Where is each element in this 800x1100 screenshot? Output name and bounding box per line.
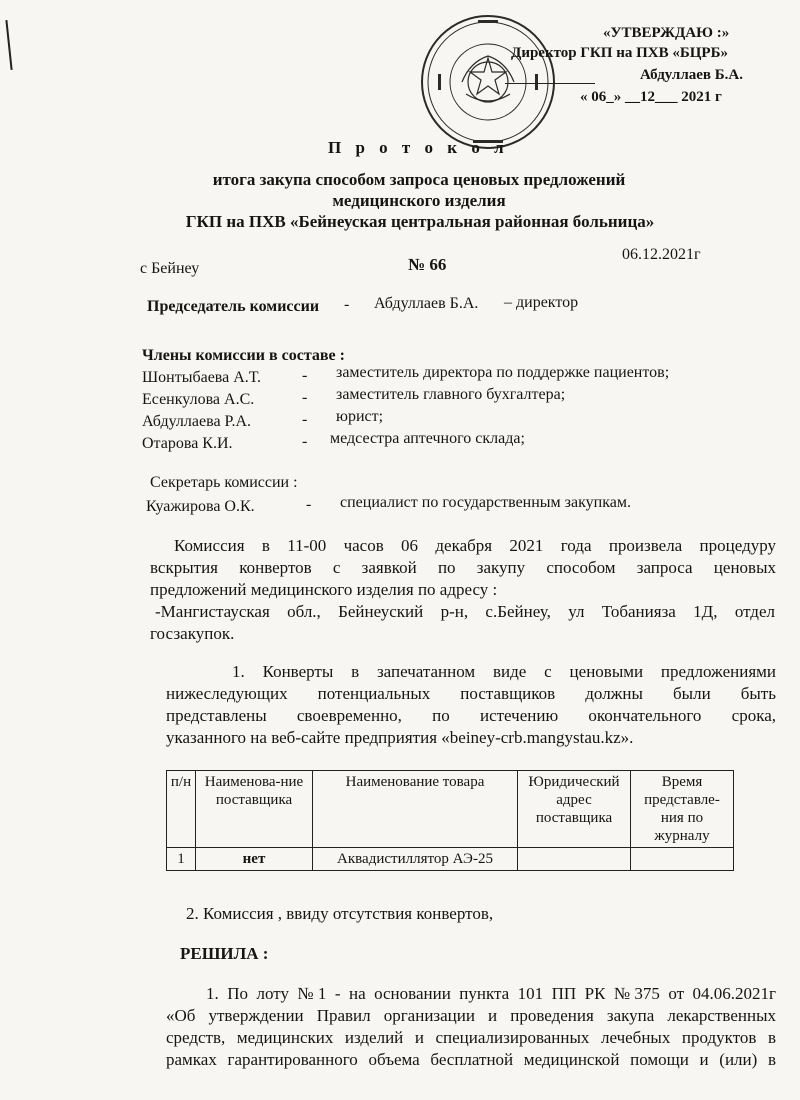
- chairman-label: Председатель комиссии: [147, 298, 320, 315]
- member-name: Абдуллаева Р.А.: [142, 413, 251, 430]
- table-header-cell: Юридический адрес поставщика: [518, 771, 631, 848]
- table-cell: [518, 848, 631, 871]
- table-header-cell: Время представле-ния по журналу: [631, 771, 734, 848]
- paragraph1-line: госзакупок.: [150, 624, 235, 643]
- member-dash: -: [302, 433, 308, 450]
- paragraph2-line: нижеследующих потенциальных поставщиков должны были быть: [166, 684, 776, 703]
- member-name: Шонтыбаева А.Т.: [142, 369, 261, 386]
- paragraph3-line: средств, медицинских изделий и специализированных лечебных продуктов в: [166, 1028, 776, 1047]
- paragraph1-line: -Мангистауская обл., Бейнеуский р-н, с.Бейнеу, ул Тобанияза 1Д, отдел: [155, 602, 775, 621]
- paragraph2-line: 1. Конверты в запечатанном виде с ценовыми предложениями: [232, 662, 776, 681]
- paragraph1-line: вскрытия конвертов с заявкой по закупу способом запроса ценовых: [150, 558, 776, 577]
- paragraph2-line: указанного на веб-сайте предприятия «beiney-crb.mangystau.kz».: [166, 728, 634, 747]
- member-role: заместитель главного бухгалтера;: [336, 386, 566, 403]
- table-header-cell: Наименование товара: [313, 771, 518, 848]
- chairman-role: – директор: [504, 294, 579, 311]
- member-dash: -: [302, 367, 308, 384]
- table-header-cell: Наименова-ние поставщика: [196, 771, 313, 848]
- member-role: медсестра аптечного склада;: [330, 430, 525, 447]
- member-name: Отарова К.И.: [142, 435, 233, 452]
- secretary-name: Куажирова О.К.: [146, 498, 255, 515]
- member-role: юрист;: [336, 408, 384, 425]
- table-cell: [631, 848, 734, 871]
- approval-name: Абдуллаев Б.А.: [640, 67, 744, 83]
- approval-label: «УТВЕРЖДАЮ :»: [603, 25, 730, 41]
- member-name: Есенкулова А.С.: [142, 391, 255, 408]
- member-dash: -: [302, 411, 308, 428]
- paragraph1-line: Комиссия в 11-00 часов 06 декабря 2021 года произвела процедуру: [174, 536, 776, 555]
- signature-line: [505, 83, 595, 84]
- document-subtitle-line2: медицинского изделия: [332, 191, 506, 210]
- table-cell: Аквадистиллятор АЭ-25: [313, 848, 518, 871]
- table-cell: нет: [196, 848, 313, 871]
- official-seal-icon: [418, 12, 558, 152]
- document-subtitle-line3: ГКП на ПХВ «Бейнеуская центральная районная больница»: [185, 212, 655, 231]
- item-2: 2. Комиссия , ввиду отсутствия конвертов,: [186, 904, 494, 923]
- table-cell: 1: [167, 848, 196, 871]
- paragraph3-line: рамках гарантированного объема бесплатной медицинской помощи и (или) в: [166, 1050, 776, 1069]
- suppliers-table: [166, 770, 734, 871]
- place: с Бейнеу: [140, 260, 200, 277]
- protocol-number: № 66: [408, 255, 447, 274]
- chairman-name: Абдуллаев Б.А.: [374, 295, 479, 312]
- table-header-row: [167, 771, 734, 848]
- paragraph3-line: 1. По лоту №1 - на основании пункта 101 ПП РК №375 от 04.06.2021г: [206, 984, 776, 1003]
- paragraph2-line: представлены своевременно, по истечению окончательного срока,: [166, 706, 776, 725]
- chairman-dash: -: [344, 296, 350, 313]
- secretary-heading: Секретарь комиссии :: [150, 474, 298, 491]
- approval-position: Директор ГКП на ПХВ «БЦРБ»: [511, 45, 729, 61]
- decided-heading: РЕШИЛА :: [180, 944, 269, 963]
- secretary-dash: -: [306, 496, 312, 513]
- approval-date: « 06_» __12___ 2021 г: [580, 89, 722, 105]
- table-row: [167, 848, 734, 871]
- table-header-cell: п/н: [167, 771, 196, 848]
- paragraph1-line: предложений медицинского изделия по адресу :: [150, 580, 498, 599]
- member-dash: -: [302, 389, 308, 406]
- protocol-date: 06.12.2021г: [622, 246, 701, 263]
- pen-mark: [5, 20, 12, 70]
- document-title: П р о т о к о л: [328, 138, 509, 157]
- document-subtitle-line1: итога закупа способом запроса ценовых предложений: [212, 170, 626, 189]
- members-heading: Члены комиссии в составе :: [142, 347, 345, 364]
- member-role: заместитель директора по поддержке пациентов;: [336, 364, 670, 381]
- paragraph3-line: «Об утверждении Правил организации и проведения закупа лекарственных: [166, 1006, 776, 1025]
- secretary-role: специалист по государственным закупкам.: [340, 494, 631, 511]
